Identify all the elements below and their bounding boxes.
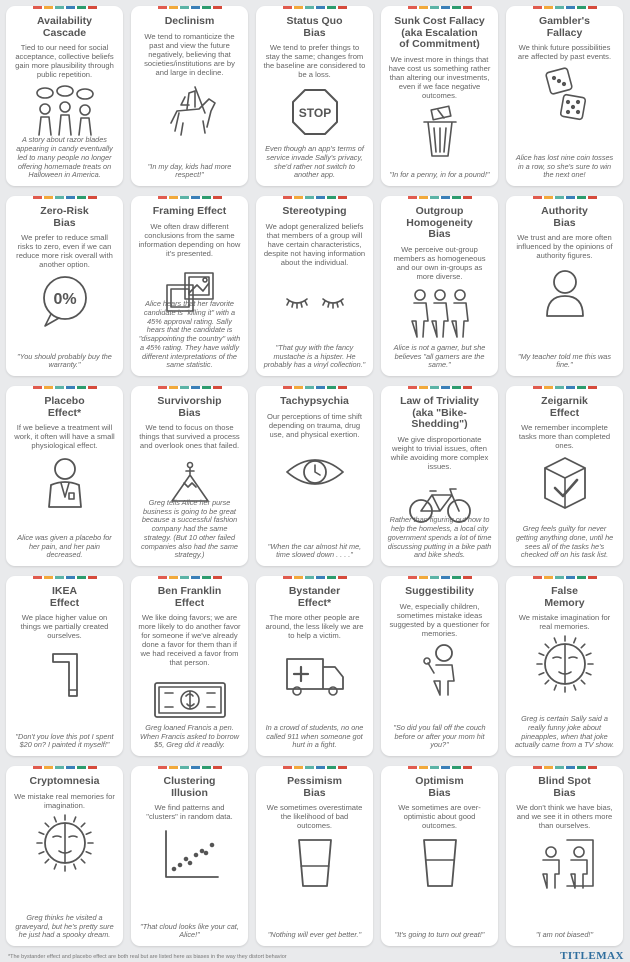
people-mirror-icon — [511, 834, 618, 892]
card-description: The more other people are around, the less likely we are to help a victim. — [265, 613, 364, 640]
card-example: In a crowd of students, no one called 911 when someone got hurt in a fight. — [265, 722, 364, 750]
card-example: "In my day, kids had more respect!" — [147, 161, 232, 180]
card-example: "That cloud looks like your cat, Alice!" — [140, 921, 239, 940]
bias-card — [256, 766, 373, 946]
bias-card — [381, 6, 498, 186]
ambulance-icon — [261, 644, 368, 702]
bias-card — [131, 386, 248, 566]
color-strip — [158, 576, 222, 579]
bias-card — [131, 6, 248, 186]
card-title: Zeigarnik Effect — [541, 395, 588, 419]
card-title: Placebo Effect* — [44, 395, 85, 419]
color-strip — [533, 766, 597, 769]
bias-card — [6, 766, 123, 946]
card-title: False Memory — [544, 585, 585, 609]
card-title: Suggestibility — [405, 585, 474, 597]
color-strip — [533, 576, 597, 579]
card-example: Greg loaned Francis a pen. When Francis asked to borrow $5, Greg did it readily. — [140, 722, 239, 750]
card-description: We think future possibilities are affected by past events. — [517, 43, 612, 61]
color-strip — [33, 576, 97, 579]
person-robe-icon — [11, 454, 118, 512]
card-description: We tend to focus on those things that survived a process and overlook ones that failed. — [139, 423, 240, 450]
card-description: We remember incomplete tasks more than completed ones. — [518, 423, 611, 450]
scatter-plot-icon — [136, 825, 243, 883]
card-description: We mistake real memories for imagination. — [14, 791, 115, 810]
bias-card — [256, 386, 373, 566]
card-description: We prefer to reduce small risks to zero, even if we can reduce more risk overall with another option. — [16, 233, 113, 269]
color-strip — [158, 386, 222, 389]
bias-card — [256, 6, 373, 186]
bias-card — [506, 6, 623, 186]
bias-card — [506, 386, 623, 566]
card-description: Our perceptions of time shift depending on trauma, drug use, and physical exertion. — [267, 411, 362, 439]
card-description: We sometimes are over-optimistic about good outcomes. — [398, 803, 481, 830]
color-strip — [283, 196, 347, 199]
color-strip — [158, 6, 222, 9]
card-description: We find patterns and "clusters" in random data. — [146, 803, 233, 821]
card-title: IKEA Effect — [49, 585, 80, 609]
color-strip — [408, 6, 472, 9]
card-title: Ben Franklin Effect — [157, 585, 222, 609]
card-example: "So did you fall off the couch before or after your mom hit you?" — [393, 722, 486, 750]
half-full-glass-icon — [386, 834, 493, 892]
card-description: We, especially children, sometimes mistake ideas suggested by a questioner for memories. — [389, 601, 490, 638]
card-example: "It's going to turn out great!" — [394, 930, 485, 940]
footnote: *The bystander effect and placebo effect are both real but are listed here as biases in the way they distort behavior — [8, 954, 287, 960]
bias-card — [506, 196, 623, 376]
bias-card — [381, 196, 498, 376]
card-example: "In for a penny, in for a pound!" — [389, 170, 490, 180]
color-strip — [408, 576, 472, 579]
color-strip — [33, 766, 97, 769]
money-trash-can-icon — [386, 104, 493, 162]
svg-text:0%: 0% — [52, 291, 77, 308]
mustache-eyes-icon — [261, 271, 368, 329]
card-title: Optimism Bias — [415, 775, 464, 799]
sun-moon-face-icon — [11, 814, 118, 872]
card-example: Greg tells Alice her purse business is going to be great because a successful fashion company had the same strategy. (But 10 other failed companies also had the same strategy.) — [141, 498, 238, 560]
bias-card — [381, 386, 498, 566]
card-title: Zero-Risk Bias — [40, 205, 89, 229]
card-description: We trust and are more often influenced by the opinions of authority figures. — [516, 233, 613, 260]
card-description: We don't think we have bias, and we see it in others more than ourselves. — [516, 803, 613, 830]
card-title: Framing Effect — [152, 205, 227, 217]
color-strip — [533, 386, 597, 389]
knight-on-horse-icon — [136, 81, 243, 139]
card-example: Rather than figuring out how to help the homeless, a local city government spends a lot of time discussing putting in a bike path and bike sheds. — [387, 515, 492, 560]
dice-icon — [511, 65, 618, 123]
card-title: Authority Bias — [541, 205, 588, 229]
color-strip — [33, 196, 97, 199]
card-description: We tend to romanticize the past and view the future negatively, believing that societies/institutions are by and large in decline. — [144, 31, 235, 77]
checkmark-box-icon — [511, 454, 618, 512]
card-description: We invest more in things that have cost us something rather than altering our investments, even if we face negative outcomes. — [388, 54, 491, 100]
card-description: We give disproportionate weight to trivial issues, often while avoiding more complex issues. — [390, 434, 489, 471]
bias-card — [6, 576, 123, 756]
stop-sign-icon — [261, 83, 368, 141]
card-example: Alice hears that her favorite candidate is "killing it" with a 45% approval rating. Sally hears that the candidate is "disappointing the country" with a 45% rating. They have wildly different interpretations of the same statistic. — [138, 299, 241, 370]
person-bust-icon — [511, 264, 618, 322]
card-description: We adopt generalized beliefs that members of a group will have certain characteristics, despite not having information about the individual. — [263, 221, 366, 267]
card-description: We like doing favors; we are more likely to do another favor for someone if we've already done a favor for them than if we had received a favor from that person. — [138, 613, 241, 667]
color-strip — [158, 196, 222, 199]
brand-logo: TITLEMAX — [560, 950, 624, 962]
card-example: "When the car almost hit me, time slowed down . . . ." — [267, 541, 362, 560]
card-title: Declinism — [164, 15, 215, 27]
half-empty-glass-icon — [261, 834, 368, 892]
card-description: We sometimes overestimate the likelihood of bad outcomes. — [266, 803, 363, 830]
card-description: Tied to our need for social acceptance, collective beliefs gain more plausibility through public repetition. — [15, 43, 114, 79]
color-strip — [408, 766, 472, 769]
card-title: Outgroup Homogeneity Bias — [406, 205, 473, 240]
color-strip — [33, 386, 97, 389]
card-example: Greg thinks he visited a graveyard, but he's pretty sure he just had a spooky dream. — [15, 912, 114, 940]
card-example: "You should probably buy the warranty." — [17, 351, 112, 370]
card-description: We place higher value on things we partially created ourselves. — [20, 613, 109, 640]
card-example: Greg feels guilty for never getting anything done, until he sees all of the tasks he's checked off on his task list. — [515, 524, 614, 560]
allen-key-icon — [11, 644, 118, 702]
card-title: Survivorship Bias — [157, 395, 222, 419]
svg-text:STOP: STOP — [298, 106, 331, 120]
bias-card — [381, 576, 498, 756]
card-title: Availability Cascade — [36, 15, 93, 39]
card-example: "Don't you love this pot I spent $20 on? I painted it myself!" — [15, 731, 114, 750]
card-title: Pessimism Bias — [287, 775, 342, 799]
zero-percent-bubble-icon — [11, 273, 118, 331]
three-people-icon — [386, 285, 493, 343]
card-example: "I am not biased!" — [535, 930, 594, 940]
bias-card — [131, 196, 248, 376]
card-title: Cryptomnesia — [29, 775, 100, 787]
card-title: Clustering Illusion — [163, 775, 216, 799]
color-strip — [283, 576, 347, 579]
bias-card — [506, 576, 623, 756]
bias-card — [6, 196, 123, 376]
color-strip — [158, 766, 222, 769]
card-example: A story about razor blades appearing in candy eventually led to many people no longer offering homemade treats on Halloween in America. — [16, 135, 113, 180]
color-strip — [33, 6, 97, 9]
bias-card-grid — [6, 6, 623, 946]
eye-clock-icon — [261, 443, 368, 501]
bias-card — [381, 766, 498, 946]
child-microphone-icon — [386, 642, 493, 700]
card-description: We tend to prefer things to stay the same; changes from the baseline are considered to be a loss. — [263, 43, 366, 79]
card-description: If we believe a treatment will work, it often will have a small physiological effect. — [14, 423, 115, 450]
color-strip — [533, 196, 597, 199]
people-speech-bubbles-icon — [11, 83, 118, 141]
bias-card — [131, 576, 248, 756]
bias-card — [6, 6, 123, 186]
bias-card — [6, 386, 123, 566]
bias-card — [506, 766, 623, 946]
card-title: Bystander Effect* — [288, 585, 341, 609]
card-title: Gambler's Fallacy — [539, 15, 590, 39]
card-title: Law of Triviality (aka "Bike-Shedding") — [400, 395, 479, 430]
card-example: Alice was given a placebo for her pain, and her pain decreased. — [17, 532, 112, 560]
color-strip — [283, 386, 347, 389]
color-strip — [533, 6, 597, 9]
card-description: We often draw different conclusions from the same information depending on how it's presented. — [138, 221, 241, 258]
dollar-bill-icon — [136, 671, 243, 729]
card-title: Stereotyping — [282, 205, 347, 217]
color-strip — [408, 196, 472, 199]
bias-card — [256, 196, 373, 376]
bias-card — [131, 766, 248, 946]
card-example: Greg is certain Sally said a really funny joke about pineapples, when that joke actually came from a TV show. — [514, 714, 615, 750]
card-example: Alice has lost nine coin tosses in a row, so she's sure to win the next one! — [515, 152, 614, 180]
bias-card — [256, 576, 373, 756]
card-example: "That guy with the fancy mustache is a hipster. He probably has a vinyl collection." — [263, 342, 366, 370]
card-title: Tachypsychia — [280, 395, 349, 407]
card-description: We perceive out-group members as homogeneous and our own in-groups as more diverse. — [393, 244, 486, 281]
card-example: Alice is not a gamer, but she believes "all gamers are the same." — [393, 342, 486, 370]
color-strip — [283, 766, 347, 769]
color-strip — [408, 386, 472, 389]
card-description: We mistake imagination for real memories. — [518, 613, 611, 631]
card-title: Sunk Cost Fallacy (aka Escalation of Commitment) — [394, 15, 485, 50]
color-strip — [283, 6, 347, 9]
card-example: Even though an app's terms of service invade Sally's privacy, she'd rather not switch to another app. — [265, 144, 364, 180]
card-example: "Nothing will ever get better." — [267, 930, 362, 940]
sun-moon-face-icon — [511, 635, 618, 693]
card-example: "My teacher told me this was fine." — [517, 351, 612, 370]
card-title: Status Quo Bias — [286, 15, 343, 39]
card-title: Blind Spot Bias — [538, 775, 591, 799]
